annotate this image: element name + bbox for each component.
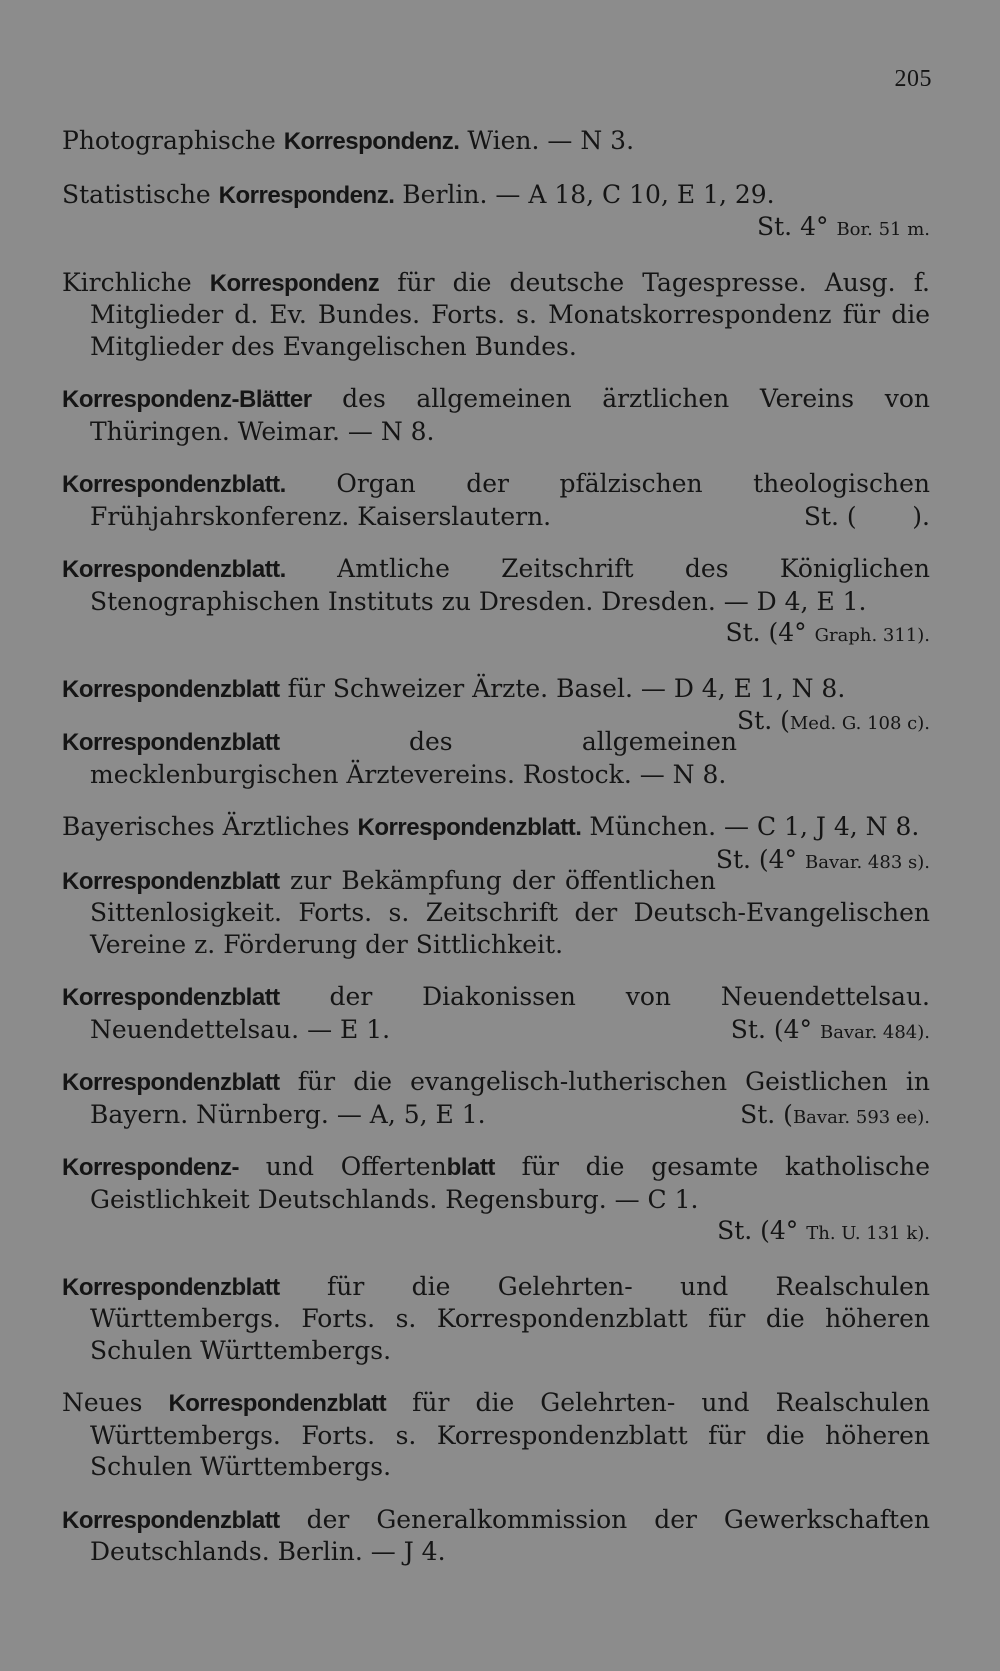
shelfmark: St. ( ).	[803, 501, 930, 531]
entry: Korrespondenzblatt. Amtliche Zeitschrift des Königlichen Stenographischen Instituts zu Dresden. Dresden. — D 4, E 1. St. (4° Graph. 311).	[62, 553, 930, 652]
entry: Korrespondenzblatt der Diakonissen von Neuendettelsau. Neuendettelsau. — E 1. St. (4° Bavar. 484).	[62, 981, 930, 1045]
shelfmark: St. (4° Bavar. 484).	[730, 1014, 930, 1044]
entry: Statistische Korrespondenz. Berlin. — A 18, C 10, E 1, 29. St. 4° Bor. 51 m.	[62, 179, 930, 246]
entry: Korrespondenzblatt für Schweizer Ärzte. Basel. — D 4, E 1, N 8. St. (Med. G. 108 c).	[62, 673, 930, 706]
shelfmark: St. (Med. G. 108 c).	[737, 706, 930, 735]
entry: Kirchliche Korrespondenz für die deutsche Tagespresse. Ausg. f. Mitglieder d. Ev. Bundes. Forts. s. Monatskorrespondenz für die Mitglieder des Evangelischen Bundes.	[62, 267, 930, 361]
shelfmark: St. (4° Graph. 311).	[725, 618, 930, 647]
entry: Korrespondenzblatt des allgemeinen mecklenburgischen Ärztevereins. Rostock. — N 8.	[62, 727, 738, 789]
page-number: 205	[894, 66, 932, 92]
entry-list	[62, 125, 930, 1589]
entry: Korrespondenzblatt zur Bekämpfung der öffentlichen Sittenlosigkeit. Forts. s. Zeitschrift der Deutsch-Evangelischen Vereine z. Förderung der Sittlichkeit.	[62, 865, 930, 959]
entry: Neues Korrespondenzblatt für die Gelehrten- und Realschulen Württembergs. Forts. s. Korrespondenzblatt für die höheren Schulen Württembergs.	[62, 1388, 931, 1481]
shelfmark: St. (4° Bavar. 483 s).	[715, 844, 930, 874]
entry: Korrespondenz-Blätter des allgemeinen ärztlichen Vereins von Thüringen. Weimar. — N 8.	[62, 384, 930, 446]
entry: Korrespondenzblatt. Organ der pfälzischen theologischen Frühjahrskonferenz. Kaiserslautern. St. ( ).	[62, 469, 930, 531]
entry: Photographische Korrespondenz. Wien. — N 3.	[62, 126, 635, 155]
entry: Korrespondenzblatt für die Gelehrten- und Realschulen Württembergs. Forts. s. Korrespondenzblatt für die höheren Schulen Württembergs.	[62, 1271, 930, 1365]
entry: Korrespondenzblatt für die evangelisch-lutherischen Geistlichen in Bayern. Nürnberg. — A, 5, E 1. St. (Bavar. 593 ee).	[62, 1066, 930, 1130]
entry: Korrespondenzblatt der Generalkommission der Gewerkschaften Deutschlands. Berlin. — J 4.	[62, 1504, 930, 1566]
entry: Bayerisches Ärztliches Korrespondenzblatt. München. — C 1, J 4, N 8. St. (4° Bavar. 483 s).	[62, 811, 930, 844]
shelfmark: St. (Bavar. 593 ee).	[740, 1099, 930, 1129]
shelfmark: St. 4° Bor. 51 m.	[757, 212, 930, 241]
entry: Korrespondenz- und Offertenblatt für die gesamte katholische Geistlichkeit Deutschlands. Regensburg. — C 1. St. (4° Th. U. 131 k).	[62, 1151, 930, 1250]
shelfmark: St. (4° Th. U. 131 k).	[717, 1216, 930, 1245]
